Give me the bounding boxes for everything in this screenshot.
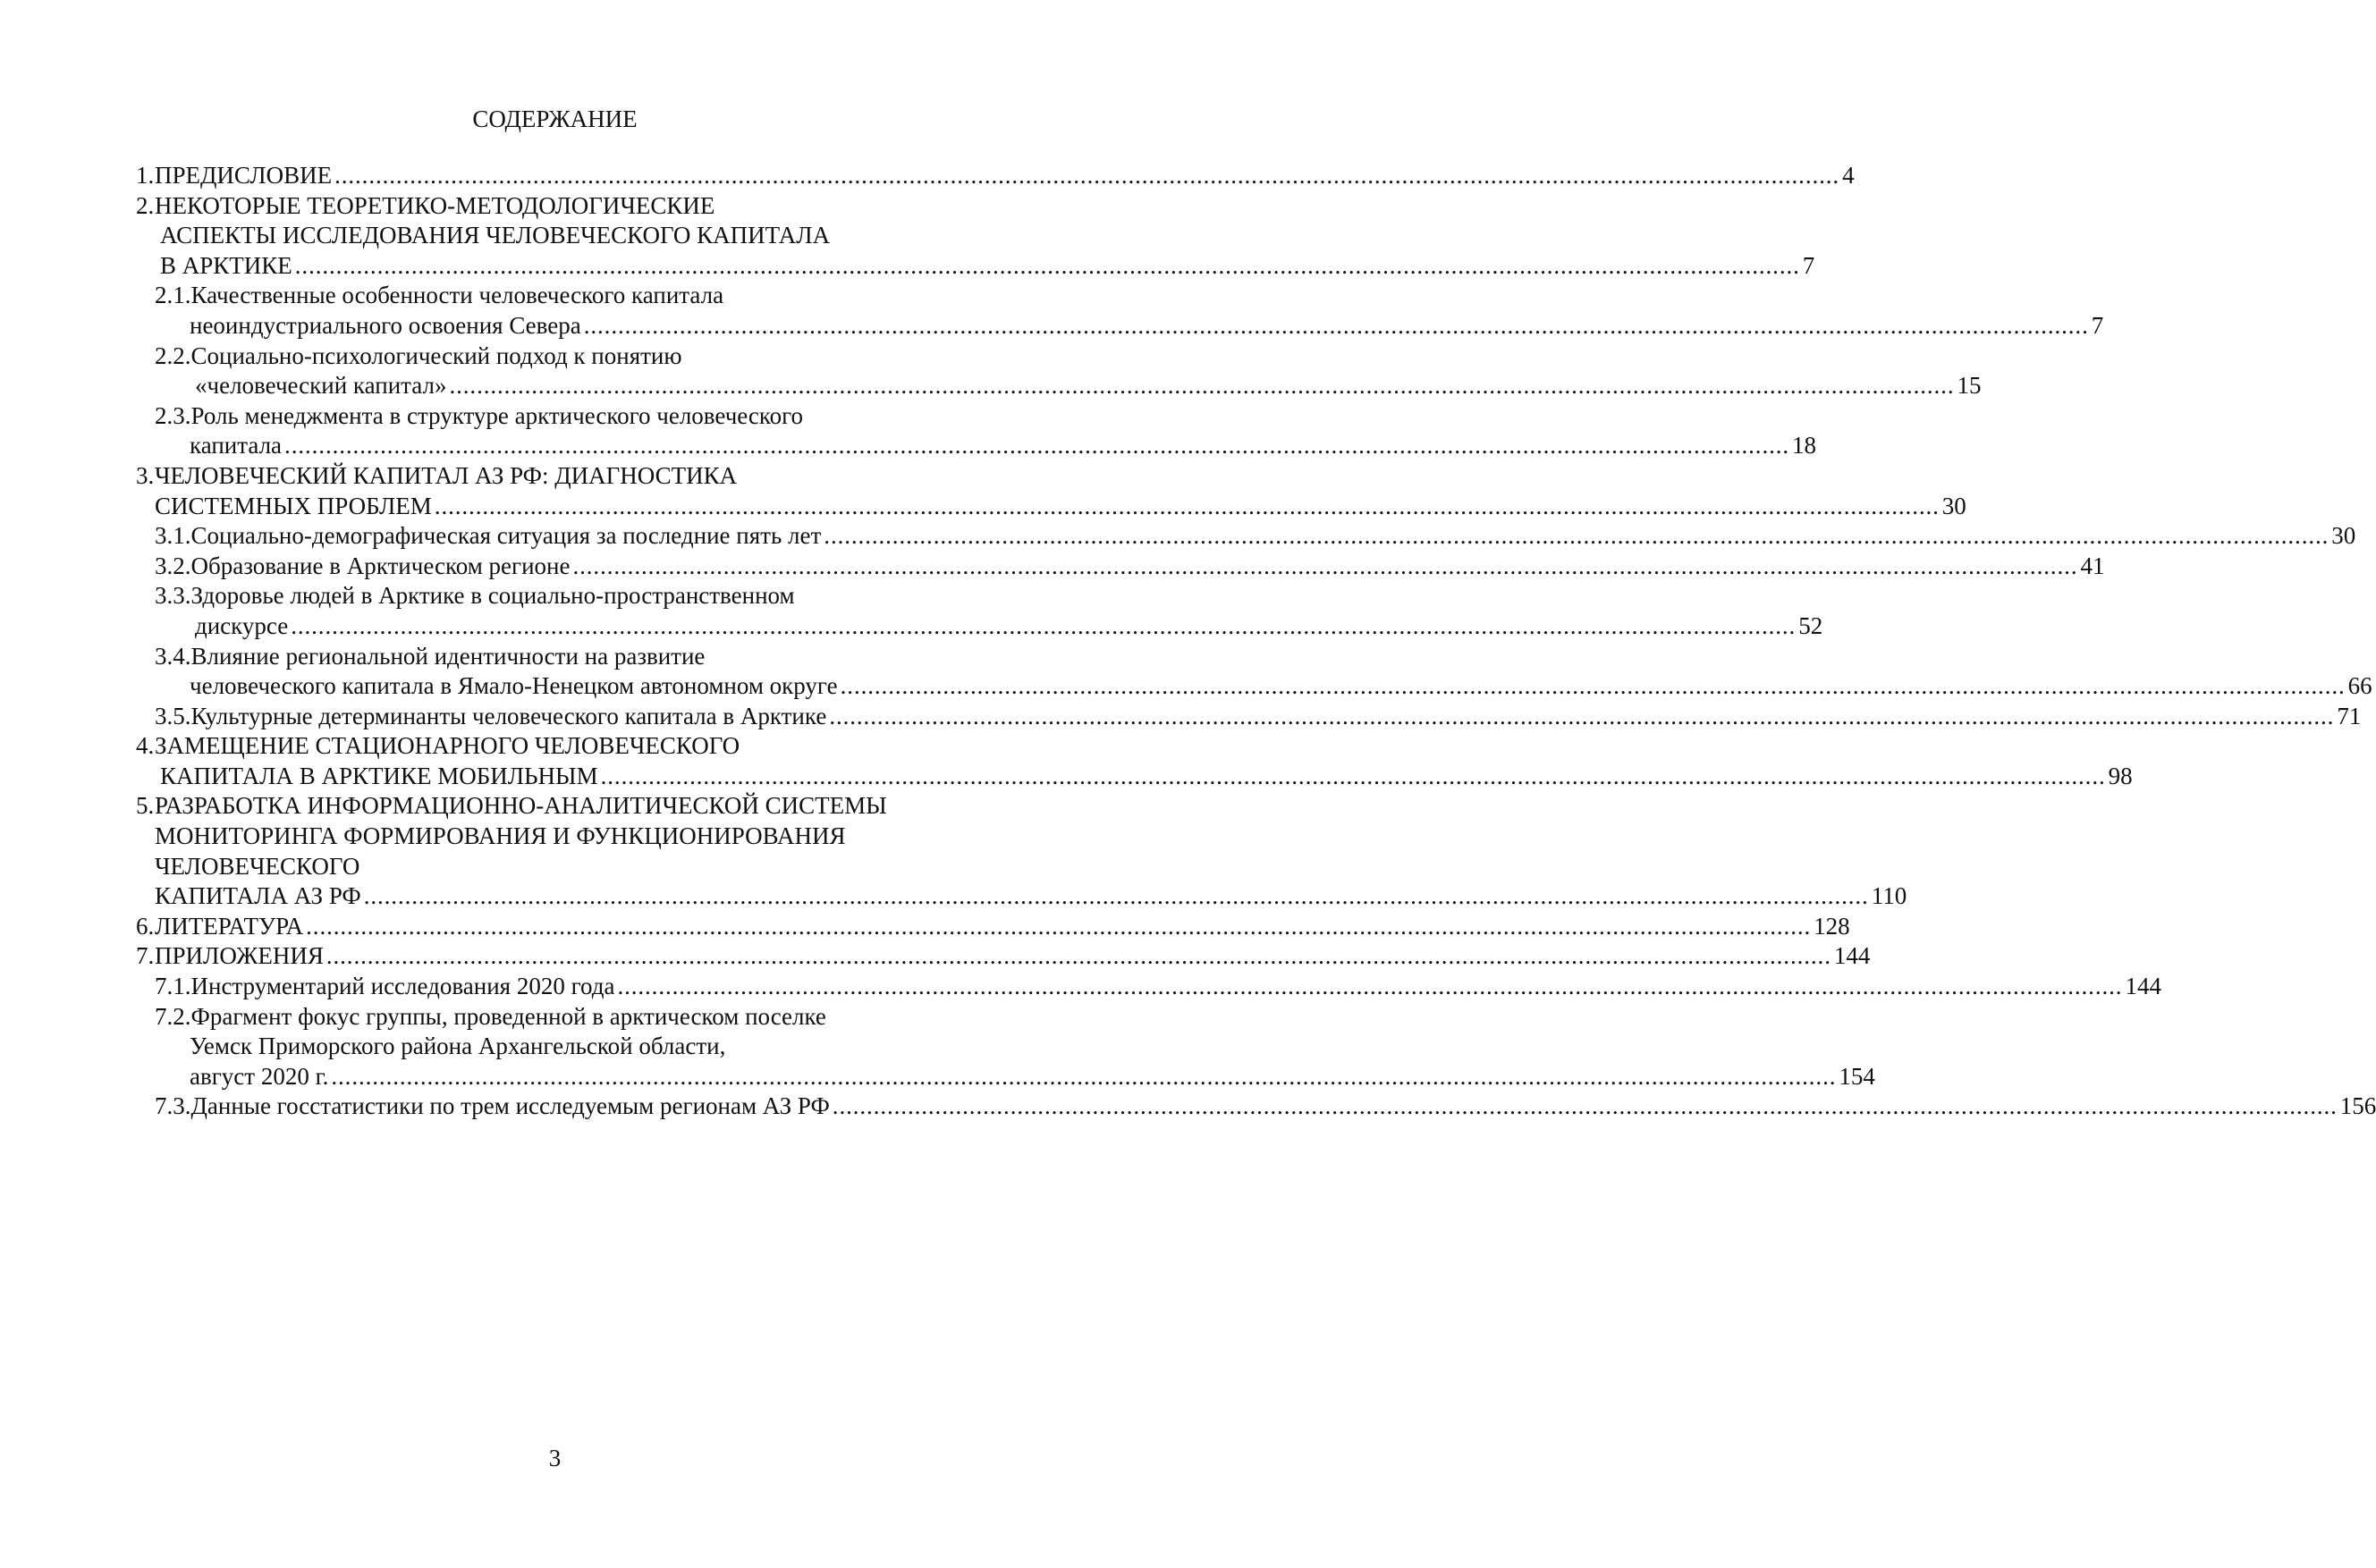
toc-entry-title: КАПИТАЛА АЗ РФ — [155, 882, 361, 910]
toc-entry-title: 7.1.Инструментарий исследования 2020 года — [155, 973, 615, 1000]
toc-line — [136, 221, 980, 251]
toc-entry-title: НЕКОТОРЫЕ ТЕОРЕТИКО-МЕТОДОЛОГИЧЕСКИЕ — [155, 191, 715, 219]
dot-leader: ............................................................................................................................................................................................................................ — [840, 672, 2346, 700]
dot-leader: ............................................................................................................................................................................................................................ — [326, 942, 1831, 970]
toc-entry-page: 18 — [1792, 432, 1817, 459]
toc-line — [136, 521, 2356, 552]
toc-entry-number: 1. — [136, 162, 155, 189]
toc-entry-page: 156 — [2339, 1092, 2376, 1120]
toc-line — [136, 1032, 980, 1062]
page-title: СОДЕРЖАНИЕ — [472, 105, 638, 132]
toc-entry-title: 2.3.Роль менеджмента в структуре арктического человеческого — [155, 401, 804, 429]
toc-entry-title: ЧЕЛОВЕЧЕСКИЙ КАПИТАЛ АЗ РФ: ДИАГНОСТИКА — [155, 461, 738, 489]
toc-entry-title: 7.3.Данные госстатистики по трем исследуемым регионам АЗ РФ — [155, 1092, 830, 1120]
toc-entry-title: 3.2.Образование в Арктическом регионе — [155, 552, 571, 579]
dot-leader: ............................................................................................................................................................................................................................ — [572, 552, 2078, 579]
toc-entry-page: 41 — [2080, 552, 2105, 579]
dot-leader: ............................................................................................................................................................................................................................ — [291, 611, 1797, 639]
toc-line — [136, 912, 1850, 942]
dot-leader: ............................................................................................................................................................................................................................ — [294, 251, 1800, 279]
toc-entry-title: 3.4.Влияние региональной идентичности на развитие — [155, 642, 706, 670]
toc-line — [136, 1002, 980, 1033]
toc-entry-page: 52 — [1798, 611, 1823, 639]
toc-entry-number: 4. — [136, 732, 155, 760]
toc-entry-page: 110 — [1871, 882, 1907, 910]
table-of-contents — [136, 161, 2376, 1122]
toc-entry-title: ПРЕДИСЛОВИЕ — [155, 162, 333, 189]
toc-line — [136, 581, 980, 611]
toc-entry-title: 3.3.Здоровье людей в Арктике в социально-пространственном — [155, 582, 795, 610]
toc-entry-title: РАЗРАБОТКА ИНФОРМАЦИОННО-АНАЛИТИЧЕСКОЙ СИСТЕМЫ — [155, 792, 887, 820]
toc-entry-title: КАПИТАЛА В АРКТИКЕ МОБИЛЬНЫМ — [160, 762, 598, 789]
toc-line — [136, 251, 1815, 282]
toc-entry-number: 5. — [136, 792, 155, 820]
dot-leader: ............................................................................................................................................................................................................................ — [334, 162, 1840, 189]
toc-line — [136, 281, 980, 311]
toc-line — [136, 191, 980, 222]
toc-line — [136, 161, 1855, 191]
toc-entry-page: 30 — [2331, 522, 2356, 550]
toc-entry-page: 128 — [1814, 912, 1850, 940]
toc-entry-title: капитала — [190, 432, 283, 459]
toc-line — [136, 941, 1871, 972]
dot-leader: ............................................................................................................................................................................................................................ — [449, 372, 1955, 400]
toc-line — [136, 762, 2133, 792]
toc-line — [136, 1062, 1875, 1092]
toc-entry-title: дискурсе — [195, 611, 289, 639]
toc-entry-title: ЛИТЕРАТУРА — [155, 912, 304, 940]
toc-entry-page: 4 — [1842, 162, 1855, 189]
toc-entry-title: «человеческий капитал» — [195, 372, 447, 400]
toc-entry-title: Уемск Приморского района Архангельской области, — [190, 1033, 726, 1060]
dot-leader: ............................................................................................................................................................................................................................ — [583, 311, 2089, 339]
toc-entry-page: 15 — [1957, 372, 1982, 400]
toc-line — [136, 311, 2104, 341]
toc-entry-title: 3.5.Культурные детерминанты человеческого капитала в Арктике — [155, 702, 827, 729]
toc-entry-page: 30 — [1941, 492, 1966, 519]
toc-entry-page: 7 — [1802, 251, 1815, 279]
toc-line — [136, 642, 980, 672]
toc-line — [136, 852, 980, 882]
toc-line — [136, 702, 2362, 732]
dot-leader: ............................................................................................................................................................................................................................ — [824, 522, 2329, 550]
toc-entry-page: 71 — [2337, 702, 2362, 729]
toc-entry-page: 144 — [2125, 973, 2161, 1000]
toc-entry-title: ЗАМЕЩЕНИЕ СТАЦИОНАРНОГО ЧЕЛОВЕЧЕСКОГО — [155, 732, 740, 760]
toc-entry-title: 2.1.Качественные особенности человеческого капитала — [155, 282, 724, 309]
toc-line — [136, 972, 2161, 1002]
toc-entry-title: МОНИТОРИНГА ФОРМИРОВАНИЯ И ФУНКЦИОНИРОВАНИЯ — [155, 822, 846, 850]
toc-line — [136, 881, 1907, 912]
toc-line — [136, 401, 980, 432]
toc-entry-page: 66 — [2347, 672, 2372, 700]
dot-leader: ............................................................................................................................................................................................................................ — [829, 702, 2335, 729]
toc-line — [136, 611, 1823, 642]
toc-entry-title: СИСТЕМНЫХ ПРОБЛЕМ — [155, 492, 432, 519]
toc-line — [136, 341, 980, 372]
toc-entry-page: 144 — [1833, 942, 1871, 970]
toc-line — [136, 671, 2372, 702]
toc-entry-title: АСПЕКТЫ ИССЛЕДОВАНИЯ ЧЕЛОВЕЧЕСКОГО КАПИТАЛА — [160, 222, 831, 249]
toc-line — [136, 791, 980, 822]
toc-entry-number: 3. — [136, 461, 155, 489]
toc-line — [136, 431, 1817, 461]
toc-entry-number: 6. — [136, 912, 155, 940]
page-number: 3 — [548, 1445, 562, 1471]
dot-leader: ............................................................................................................................................................................................................................ — [832, 1092, 2338, 1120]
toc-line — [136, 371, 1982, 401]
dot-leader: ............................................................................................................................................................................................................................ — [306, 912, 1812, 940]
toc-entry-title: ЧЕЛОВЕЧЕСКОГО — [155, 852, 360, 880]
toc-entry-title: ПРИЛОЖЕНИЯ — [155, 942, 324, 970]
toc-line — [136, 1092, 2376, 1122]
dot-leader: ............................................................................................................................................................................................................................ — [434, 492, 1940, 519]
dot-leader: ............................................................................................................................................................................................................................ — [617, 973, 2123, 1000]
toc-line — [136, 492, 1966, 522]
toc-line — [136, 731, 980, 762]
toc-entry-title: человеческого капитала в Ямало-Ненецком автономном округе — [190, 672, 838, 700]
toc-entry-title: В АРКТИКЕ — [160, 251, 292, 279]
toc-entry-number: 2. — [136, 191, 155, 219]
dot-leader: ............................................................................................................................................................................................................................ — [284, 432, 1790, 459]
dot-leader: ............................................................................................................................................................................................................................ — [600, 762, 2106, 789]
toc-entry-title: август 2020 г. — [190, 1062, 329, 1090]
dot-leader: ............................................................................................................................................................................................................................ — [331, 1062, 1837, 1090]
toc-entry-title: 3.1.Социально-демографическая ситуация за последние пять лет — [155, 522, 822, 550]
toc-line — [136, 461, 980, 492]
toc-entry-page: 98 — [2108, 762, 2133, 789]
dot-leader: ............................................................................................................................................................................................................................ — [363, 882, 1869, 910]
toc-line — [136, 552, 2105, 582]
toc-entry-page: 154 — [1839, 1062, 1875, 1090]
toc-entry-title: 2.2.Социально-психологический подход к понятию — [155, 341, 682, 369]
toc-line — [136, 822, 980, 852]
toc-entry-title: 7.2.Фрагмент фокус группы, проведенной в арктическом поселке — [155, 1002, 826, 1030]
toc-entry-title: неоиндустриального освоения Севера — [190, 311, 581, 339]
toc-entry-number: 7. — [136, 942, 155, 970]
toc-entry-page: 7 — [2091, 311, 2104, 339]
